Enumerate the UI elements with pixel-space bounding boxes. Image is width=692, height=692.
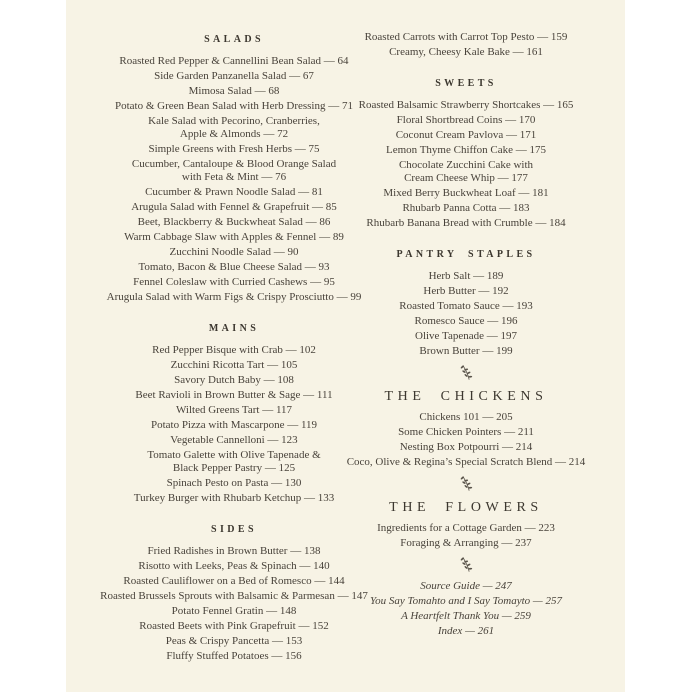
chapter-header-the-flowers: THE FLOWERS bbox=[389, 500, 543, 515]
toc-entry-line: Nesting Box Potpourri — 214 bbox=[399, 441, 533, 453]
toc-entry-line: Index — 261 bbox=[437, 625, 495, 637]
section-header-sides: SIDES bbox=[211, 524, 257, 535]
toc-entry-line: Peas & Crispy Pancetta — 153 bbox=[165, 635, 303, 647]
toc-entry-line: Black Pepper Pastry — 125 bbox=[172, 462, 296, 474]
toc-entry-line: Roasted Carrots with Carrot Top Pesto — 159 bbox=[364, 31, 568, 43]
sprig-ornament-icon bbox=[307, 556, 625, 573]
toc-entry bbox=[307, 536, 625, 551]
toc-entry-line: Floral Shortbread Coins — 170 bbox=[396, 114, 536, 126]
toc-entry-line: Herb Butter — 192 bbox=[423, 285, 509, 297]
toc-entry-line: Cream Cheese Whip — 177 bbox=[404, 172, 528, 184]
toc-entry-line: Apple & Almonds — 72 bbox=[179, 128, 289, 140]
toc-entry-line: Arugula Salad with Warm Figs & Crispy Prosciutto — 99 bbox=[106, 291, 362, 303]
toc-entry bbox=[307, 113, 625, 128]
toc-entry-line: Cucumber, Cantaloupe & Blood Orange Salad bbox=[131, 158, 337, 170]
sprig-ornament-icon bbox=[307, 364, 625, 381]
toc-entry-line: Roasted Beets with Pink Grapefruit — 152 bbox=[139, 620, 329, 632]
toc-entry-line: Romesco Sauce — 196 bbox=[414, 315, 518, 327]
toc-entry-line: Zucchini Noodle Salad — 90 bbox=[169, 246, 299, 258]
toc-entry-line: Olive Tapenade — 197 bbox=[415, 330, 517, 342]
toc-entry bbox=[307, 410, 625, 425]
toc-entry-line: You Say Tomahto and I Say Tomayto — 257 bbox=[370, 595, 562, 607]
toc-entry-line: Side Garden Panzanella Salad — 67 bbox=[154, 70, 314, 82]
toc-entry-line: Chocolate Zucchini Cake with bbox=[398, 159, 534, 171]
toc-entry bbox=[307, 299, 625, 314]
toc-entry-line: Foraging & Arranging — 237 bbox=[400, 537, 532, 549]
toc-entry-line: Roasted Balsamic Strawberry Shortcakes — 165 bbox=[358, 99, 574, 111]
toc-entry-line: Beet, Blackberry & Buckwheat Salad — 86 bbox=[137, 216, 331, 228]
toc-entry bbox=[307, 216, 625, 231]
toc-entry bbox=[307, 440, 625, 455]
toc-entry bbox=[307, 284, 625, 299]
section-header-salads: SALADS bbox=[204, 34, 264, 45]
toc-entry-line: Fried Radishes in Brown Butter — 138 bbox=[147, 545, 321, 557]
toc-entry-line: Simple Greens with Fresh Herbs — 75 bbox=[148, 143, 320, 155]
toc-entry-line: Coconut Cream Pavlova — 171 bbox=[395, 129, 537, 141]
toc-entry-line: Mixed Berry Buckwheat Loaf — 181 bbox=[383, 187, 549, 199]
toc-entry-line: Turkey Burger with Rhubarb Ketchup — 133 bbox=[133, 492, 335, 504]
toc-entry bbox=[307, 158, 625, 186]
toc-entry-line: Roasted Tomato Sauce — 193 bbox=[399, 300, 533, 312]
toc-entry bbox=[307, 344, 625, 359]
toc-entry-line: Roasted Cauliflower on a Bed of Romesco — 144 bbox=[123, 575, 345, 587]
toc-entry-line: Arugula Salad with Fennel & Grapefruit — 85 bbox=[131, 201, 337, 213]
toc-entry-line: Spinach Pesto on Pasta — 130 bbox=[166, 477, 302, 489]
toc-entry bbox=[307, 98, 625, 113]
toc-entry-line: Cucumber & Prawn Noodle Salad — 81 bbox=[145, 186, 323, 198]
toc-entry-line: Coco, Olive & Regina’s Special Scratch Blend — 214 bbox=[346, 456, 586, 468]
toc-entry-line: Zucchini Ricotta Tart — 105 bbox=[170, 359, 298, 371]
toc-entry bbox=[307, 201, 625, 216]
toc-entry-line: Brown Butter — 199 bbox=[419, 345, 513, 357]
toc-entry-line: Fennel Coleslaw with Curried Cashews — 95 bbox=[133, 276, 335, 288]
toc-entry bbox=[307, 521, 625, 536]
toc-entry-line: Roasted Brussels Sprouts with Balsamic & Parmesan — 147 bbox=[100, 590, 368, 602]
toc-entry-line: Vegetable Cannelloni — 123 bbox=[170, 434, 298, 446]
toc-entry-line: Kale Salad with Pecorino, Cranberries, bbox=[148, 115, 320, 127]
toc-entry bbox=[307, 143, 625, 158]
toc-entry-line: Fluffy Stuffed Potatoes — 156 bbox=[166, 650, 302, 662]
toc-entry-line: Risotto with Leeks, Peas & Spinach — 140 bbox=[138, 560, 330, 572]
toc-entry-line: Savory Dutch Baby — 108 bbox=[174, 374, 294, 386]
toc-entry-line: Potato Pizza with Mascarpone — 119 bbox=[150, 419, 318, 431]
section-header-sweets: SWEETS bbox=[435, 78, 497, 89]
toc-entry bbox=[307, 45, 625, 60]
toc-entry bbox=[307, 314, 625, 329]
toc-entry-italic bbox=[307, 624, 625, 639]
toc-entry-italic bbox=[307, 594, 625, 609]
toc-entry-line: with Feta & Mint — 76 bbox=[181, 171, 287, 183]
toc-entry-line: Potato & Green Bean Salad with Herb Dressing — 71 bbox=[115, 100, 353, 112]
toc-entry-line: Rhubarb Banana Bread with Crumble — 184 bbox=[366, 217, 566, 229]
toc-entry bbox=[307, 30, 625, 45]
toc-entry-line: Rhubarb Panna Cotta — 183 bbox=[402, 202, 530, 214]
toc-entry-line: Tomato Galette with Olive Tapenade & bbox=[147, 449, 321, 461]
toc-entry-line: Tomato, Bacon & Blue Cheese Salad — 93 bbox=[138, 261, 330, 273]
toc-entry bbox=[307, 329, 625, 344]
toc-entry-line: Roasted Red Pepper & Cannellini Bean Salad — 64 bbox=[119, 55, 349, 67]
toc-entry-line: Wilted Greens Tart — 117 bbox=[175, 404, 293, 416]
toc-entry bbox=[66, 649, 402, 664]
toc-entry-italic bbox=[307, 579, 625, 594]
sprig-ornament-icon bbox=[307, 475, 625, 492]
toc-entry-line: Ingredients for a Cottage Garden — 223 bbox=[377, 522, 555, 534]
toc-entry bbox=[307, 425, 625, 440]
toc-entry bbox=[307, 128, 625, 143]
section-header-mains: MAINS bbox=[208, 323, 260, 334]
toc-entry-line: Potato Fennel Gratin — 148 bbox=[171, 605, 297, 617]
toc-entry-italic bbox=[307, 609, 625, 624]
toc-entry bbox=[307, 186, 625, 201]
toc-entry-line: A Heartfelt Thank You — 259 bbox=[401, 610, 531, 622]
chapter-header-the-chickens: THE CHICKENS bbox=[384, 389, 548, 404]
toc-entry-line: Herb Salt — 189 bbox=[428, 270, 504, 282]
toc-entry-line: Chickens 101 — 205 bbox=[419, 411, 513, 423]
toc-entry-line: Warm Cabbage Slaw with Apples & Fennel — 89 bbox=[124, 231, 344, 243]
toc-entry-line: Creamy, Cheesy Kale Bake — 161 bbox=[389, 46, 543, 58]
toc-entry bbox=[307, 269, 625, 284]
toc-entry-line: Source Guide — 247 bbox=[420, 580, 512, 592]
toc-entry-line: Mimosa Salad — 68 bbox=[188, 85, 280, 97]
toc-entry-line: Lemon Thyme Chiffon Cake — 175 bbox=[386, 144, 546, 156]
right-column bbox=[307, 0, 625, 639]
section-header-pantry-staples: PANTRY STAPLES bbox=[396, 249, 536, 260]
toc-entry-line: Some Chicken Pointers — 211 bbox=[398, 426, 534, 438]
toc-entry-line: Beet Ravioli in Brown Butter & Sage — 111 bbox=[135, 389, 333, 401]
book-page bbox=[66, 0, 625, 692]
toc-entry-line: Red Pepper Bisque with Crab — 102 bbox=[152, 344, 316, 356]
toc-entry bbox=[307, 455, 625, 470]
